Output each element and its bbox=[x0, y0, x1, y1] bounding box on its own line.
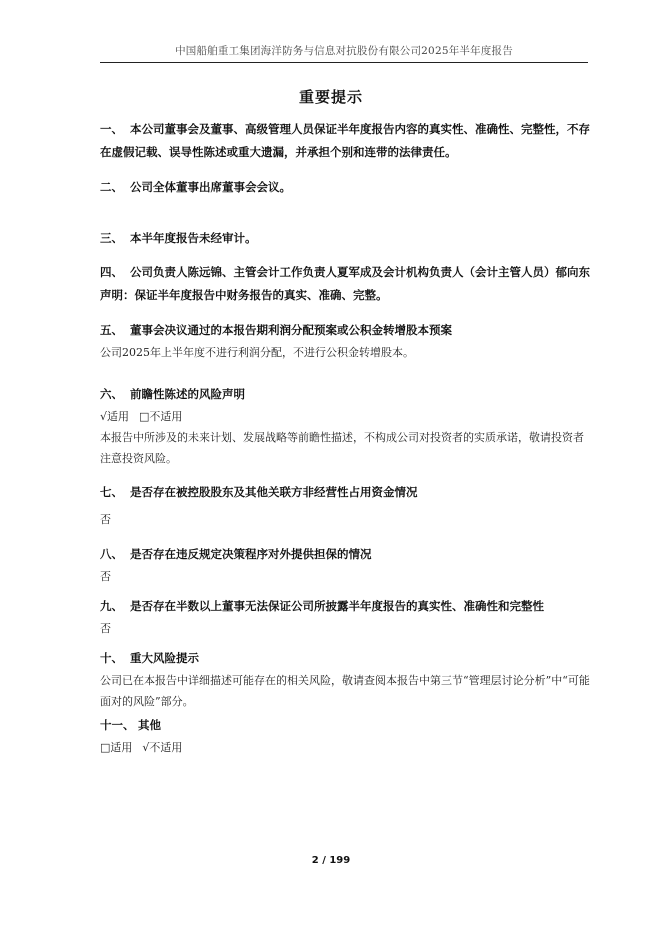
section-body: 否 bbox=[100, 622, 111, 635]
section-heading: 公司负责人陈远锦、主管会计工作负责人夏军成及会计机构负责人（会计主管人员）郁向东声明：保证半年度报告中财务报告的真实、准确、完整。 bbox=[100, 265, 590, 302]
section-number: 十、 bbox=[100, 651, 123, 665]
section-heading: 是否存在半数以上董事无法保证公司所披露半年度报告的真实性、准确性和完整性 bbox=[130, 599, 544, 613]
not-applicable-option: □不适用 bbox=[139, 410, 183, 423]
section-heading: 其他 bbox=[138, 718, 161, 732]
section-heading: 是否存在违反规定决策程序对外提供担保的情况 bbox=[130, 547, 372, 561]
section-11 bbox=[100, 714, 590, 758]
not-applicable-checked-option: √不适用 bbox=[142, 741, 183, 754]
section-10 bbox=[100, 647, 590, 712]
section-heading: 董事会决议通过的本报告期利润分配预案或公积金转增股本预案 bbox=[130, 323, 452, 337]
section-number: 七、 bbox=[100, 485, 123, 499]
section-number: 一、 bbox=[100, 122, 123, 136]
section-number: 六、 bbox=[100, 387, 123, 401]
section-body: 否 bbox=[100, 570, 111, 583]
header-rule bbox=[100, 62, 588, 63]
section-number: 八、 bbox=[100, 547, 123, 561]
section-body: 公司已在本报告中详细描述可能存在的相关风险，敬请查阅本报告中第三节“管理层讨论分析”中“可能面对的风险”部分。 bbox=[100, 674, 590, 708]
section-heading: 本半年度报告未经审计。 bbox=[130, 231, 257, 245]
section-number: 三、 bbox=[100, 231, 123, 245]
section-heading: 本公司董事会及董事、高级管理人员保证半年度报告内容的真实性、准确性、完整性，不存在虚假记载、误导性陈述或重大遗漏，并承担个别和连带的法律责任。 bbox=[100, 122, 590, 159]
section-2 bbox=[100, 176, 590, 199]
section-number: 十一、 bbox=[100, 718, 135, 732]
section-7 bbox=[100, 481, 590, 530]
section-number: 四、 bbox=[100, 265, 123, 279]
section-heading: 是否存在被控股股东及其他关联方非经营性占用资金情况 bbox=[130, 485, 418, 499]
section-heading: 前瞻性陈述的风险声明 bbox=[130, 387, 245, 401]
section-1 bbox=[100, 118, 590, 164]
section-3 bbox=[100, 227, 590, 250]
section-9 bbox=[100, 595, 590, 639]
page-number: 2 / 199 bbox=[311, 855, 351, 866]
section-number: 二、 bbox=[100, 180, 123, 194]
section-body: 本报告中所涉及的未来计划、发展战略等前瞻性描述，不构成公司对投资者的实质承诺，敬请投资者注意投资风险。 bbox=[100, 431, 584, 465]
section-number: 九、 bbox=[100, 599, 123, 613]
page-title: 重要提示 bbox=[298, 88, 363, 106]
section-5 bbox=[100, 319, 590, 363]
section-6 bbox=[100, 383, 590, 469]
section-number: 五、 bbox=[100, 323, 123, 337]
section-4 bbox=[100, 261, 590, 307]
page-header: 中国船舶重工集团海洋防务与信息对抗股份有限公司2025年半年度报告 bbox=[175, 45, 513, 57]
section-heading: 重大风险提示 bbox=[130, 651, 199, 665]
section-body: 否 bbox=[100, 513, 111, 526]
applicable-checked-option: √适用 bbox=[100, 410, 130, 423]
section-8 bbox=[100, 543, 590, 587]
section-heading: 公司全体董事出席董事会会议。 bbox=[130, 180, 291, 194]
applicable-option: □适用 bbox=[100, 741, 133, 754]
section-body: 公司2025年上半年度不进行利润分配，不进行公积金转增股本。 bbox=[100, 346, 414, 359]
